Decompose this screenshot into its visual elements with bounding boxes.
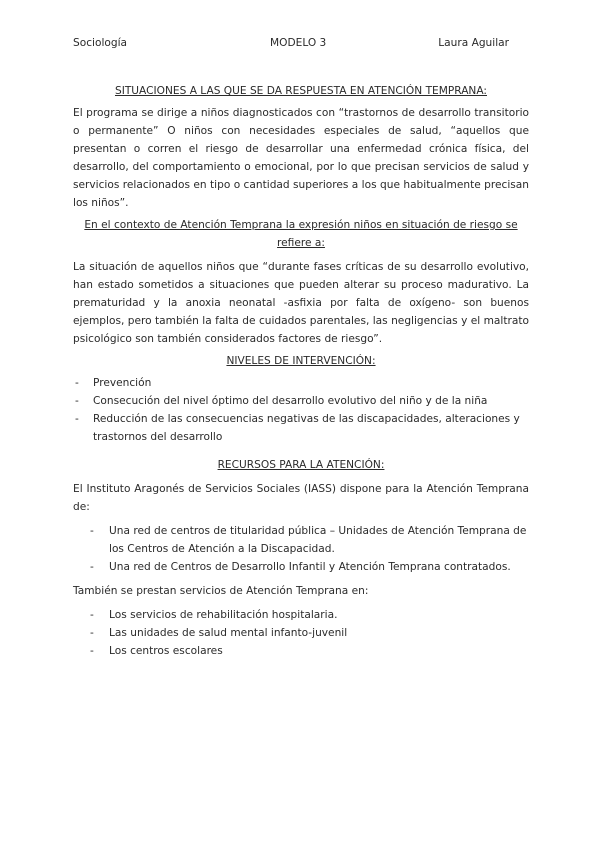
list-bullet: -: [75, 413, 79, 425]
section-riesgo-title: En el contexto de Atención Temprana la expresión niños en situación de riesgo se refiere a:: [84, 219, 518, 249]
section-situaciones-title: SITUACIONES A LAS QUE SE DA RESPUESTA EN ATENCIÓN TEMPRANA:: [114, 85, 487, 97]
section-recursos-title: RECURSOS PARA LA ATENCIÓN:: [217, 459, 385, 471]
list-bullet: -: [90, 561, 94, 573]
recursos-list: [73, 522, 529, 576]
list-item: - Una red de centros de titularidad pública – Unidades de Atención Temprana de los Centros de Atención a la Discapacidad.: [73, 522, 529, 558]
servicios-list: [73, 606, 529, 660]
section-recursos-intro2: También se prestan servicios de Atención Temprana en:: [73, 585, 369, 597]
list-item: - Los centros escolares: [73, 642, 529, 660]
document-body: [73, 82, 529, 660]
list-bullet: -: [90, 645, 94, 657]
list-item: - Reducción de las consecuencias negativas de las discapacidades, alteraciones y trastornos del desarrollo: [73, 410, 529, 446]
list-bullet: -: [90, 627, 94, 639]
section-situaciones-paragraph: El programa se dirige a niños diagnosticados con “trastornos de desarrollo transitorio o permanente” O niños con necesidades especiales de salud, “aquellos que presentan o corren el riesgo de desarrollar una enfermedad crónica física, del desarrollo, del comportamiento o emocional, por lo que precisan servicios de salud y servicios relacionados en tipo o cantidad superiores a los que habitualmente precisan los niños”.: [73, 107, 529, 209]
section-niveles-title: NIVELES DE INTERVENCIÓN:: [226, 355, 376, 367]
list-item: - Las unidades de salud mental infanto-juvenil: [73, 624, 529, 642]
list-bullet: -: [75, 377, 79, 389]
list-item: - Prevención: [73, 374, 529, 392]
list-bullet: -: [90, 525, 94, 537]
page-header: [73, 34, 527, 52]
list-item: - Los servicios de rehabilitación hospitalaria.: [73, 606, 529, 624]
list-item: - Una red de Centros de Desarrollo Infantil y Atención Temprana contratados.: [73, 558, 529, 576]
list-bullet: -: [90, 609, 94, 621]
niveles-list: [73, 374, 529, 446]
header-subject: Sociología: [73, 37, 128, 49]
list-item: - Consecución del nivel óptimo del desarrollo evolutivo del niño y de la niña: [73, 392, 529, 410]
section-recursos-intro: El Instituto Aragonés de Servicios Sociales (IASS) dispone para la Atención Temprana de:: [73, 483, 529, 513]
section-riesgo-paragraph: La situación de aquellos niños que “durante fases críticas de su desarrollo evolutivo, han estado sometidos a situaciones que pueden alterar su proceso madurativo. La prematuridad y la anoxia neonatal -asfixia por falta de oxígeno- son buenos ejemplos, pero también la falta de cuidados parentales, las negligencias y el maltrato psicológico son también considerados factores de riesgo”.: [73, 261, 529, 345]
list-bullet: -: [75, 395, 79, 407]
header-model: MODELO 3: [270, 37, 327, 49]
header-author: Laura Aguilar: [438, 37, 509, 49]
